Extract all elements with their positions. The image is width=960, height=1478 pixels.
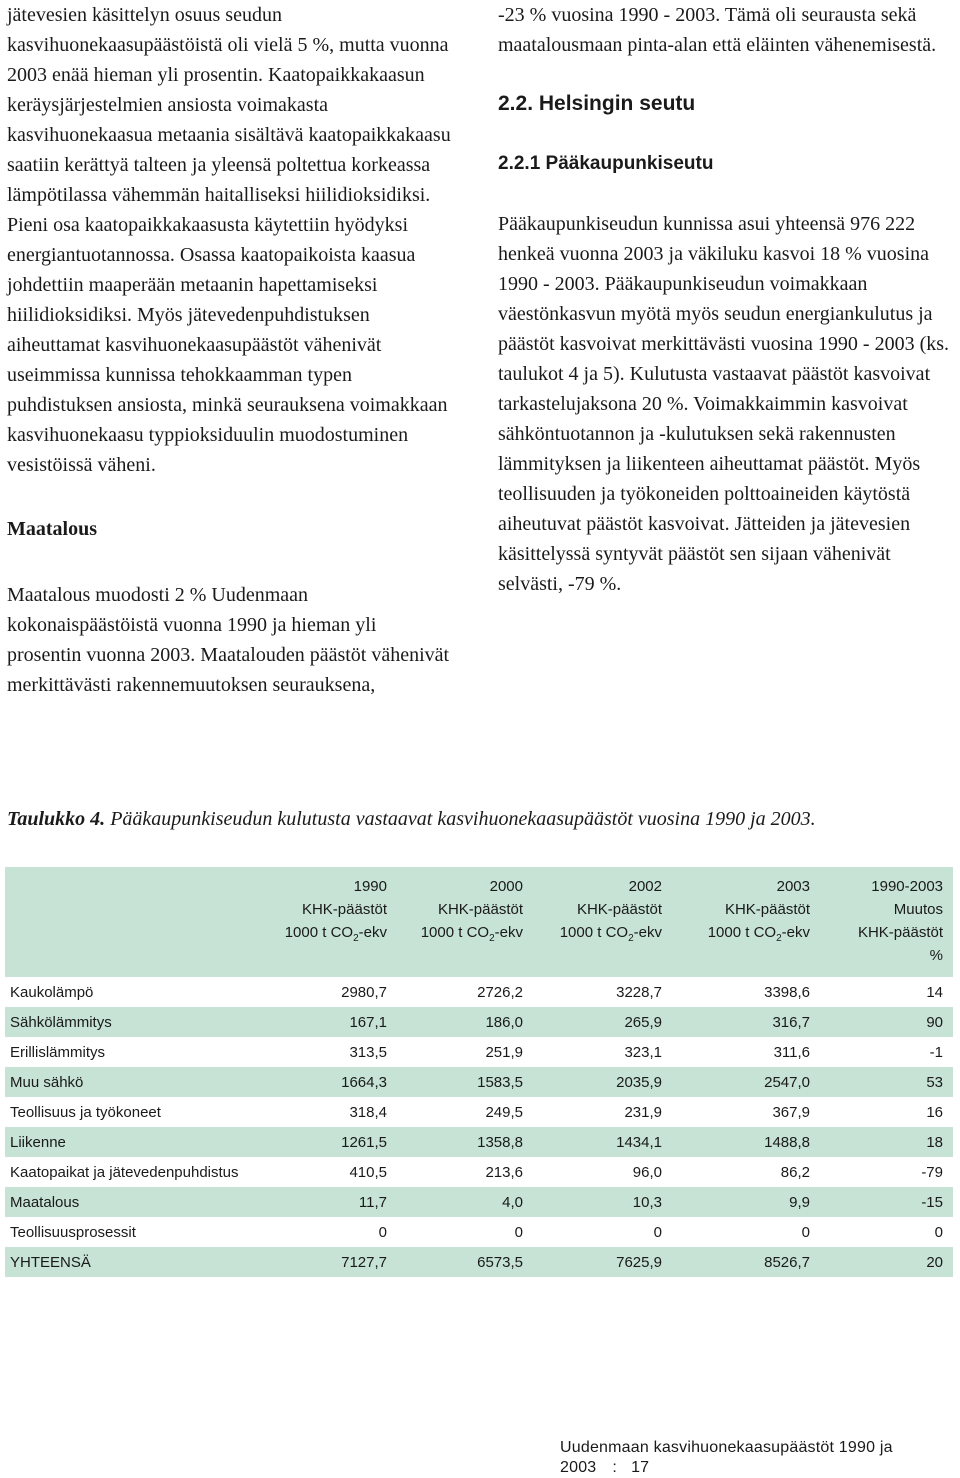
row-category: Muu sähkö — [5, 1067, 275, 1097]
row-category: Sähkölämmitys — [5, 1007, 275, 1037]
header-metric: KHK-päästöt — [576, 901, 662, 918]
row-category: Liikenne — [5, 1127, 275, 1157]
row-change-percent: 20 — [820, 1247, 953, 1277]
row-category: Kaatopaikat ja jätevedenpuhdistus — [5, 1157, 275, 1187]
header-col-change: 1990-2003 Muutos KHK-päästöt % — [820, 867, 953, 977]
header-unit: 1000 t $CO_2$-ekv — [284, 924, 387, 944]
row-change-percent: 53 — [820, 1067, 953, 1097]
table-row — [5, 1217, 953, 1247]
row-value-2002: 0 — [533, 1217, 672, 1247]
header-unit: 1000 t $CO_2$-ekv — [420, 924, 523, 944]
row-category: Teollisuusprosessit — [5, 1217, 275, 1247]
row-value-2000: 249,5 — [397, 1097, 533, 1127]
row-change-percent: 14 — [820, 977, 953, 1007]
header-metric: KHK-päästöt — [301, 901, 387, 918]
table-row — [5, 1247, 953, 1277]
table-row — [5, 1037, 953, 1067]
header-unit: 1000 t $CO_2$-ekv — [559, 924, 662, 944]
header-year: 2000 — [489, 878, 523, 895]
left-column — [7, 0, 455, 700]
right-column — [498, 0, 952, 599]
row-value-2002: 7625,9 — [533, 1247, 672, 1277]
row-value-2002: 323,1 — [533, 1037, 672, 1067]
row-change-percent: 0 — [820, 1217, 953, 1247]
row-value-2000: 186,0 — [397, 1007, 533, 1037]
header-metric: KHK-päästöt — [437, 901, 523, 918]
row-value-2003: 9,9 — [672, 1187, 820, 1217]
row-value-1990: 7127,7 — [275, 1247, 397, 1277]
row-value-1990: 318,4 — [275, 1097, 397, 1127]
header-year: 2003 — [776, 878, 810, 895]
row-value-2003: 8526,7 — [672, 1247, 820, 1277]
table-caption — [7, 805, 816, 833]
row-value-2002: 1434,1 — [533, 1127, 672, 1157]
row-value-2000: 4,0 — [397, 1187, 533, 1217]
row-category: Erillislämmitys — [5, 1037, 275, 1067]
row-category: Teollisuus ja työkoneet — [5, 1097, 275, 1127]
table-caption-text: Pääkaupunkiseudun kulutusta vastaavat kasvihuonekaasupäästöt vuosina 1990 ja 2003. — [110, 808, 816, 830]
header-empty-cell — [5, 867, 275, 977]
row-category: YHTEENSÄ — [5, 1247, 275, 1277]
table-row — [5, 1097, 953, 1127]
row-value-2002: 231,9 — [533, 1097, 672, 1127]
row-value-2003: 86,2 — [672, 1157, 820, 1187]
row-category: Maatalous — [5, 1187, 275, 1217]
row-value-2003: 316,7 — [672, 1007, 820, 1037]
row-change-percent: -79 — [820, 1157, 953, 1187]
row-value-2003: 311,6 — [672, 1037, 820, 1067]
row-change-percent: -1 — [820, 1037, 953, 1067]
left-paragraph-2: Maatalous muodosti 2 % Uudenmaan kokonaispäästöistä vuonna 1990 ja hieman yli prosentin vuonna 2003. Maatalouden päästöt vähenivät merkittävästi rakennemuutoksen seurauksena, — [7, 584, 450, 696]
row-value-2003: 2547,0 — [672, 1067, 820, 1097]
header-year: 2002 — [628, 878, 662, 895]
row-value-2002: 3228,7 — [533, 977, 672, 1007]
table-body — [5, 977, 953, 1277]
table-row — [5, 1187, 953, 1217]
left-paragraph-1: jätevesien käsittelyn osuus seudun kasvihuonekaasupäästöistä oli vielä 5 %, mutta vuonna 2003 enää hieman yli prosentin. Kaatopaikkakaasun keräysjärjestelmien ansiosta voimakasta kasvihuonekaasua metaania sisältävä kaatopaikkakaasu saatiin kerättyä talteen ja yleensä poltettua korkeassa lämpötilassa vähemmän haitalliseksi hiilidioksidiksi. Pieni osa kaatopaikkakaasusta käytettiin hyödyksi energiantuotannossa. Osassa kaatopaikoista kaasua johdettiin maaperään metaanin hapettamiseksi hiilidioksidiksi. Myös jätevedenpuhdistuksen aiheuttamat kasvihuonekaasupäästöt vähenivät useimmissa kunnissa tehokkaamman typen puhdistuksen ansiosta, minkä seurauksena voimakkaan kasvihuonekaasu typpioksiduulin muodostuminen vesistöissä väheni. — [7, 4, 451, 476]
row-value-2000: 0 — [397, 1217, 533, 1247]
footer-separator: : — [612, 1459, 618, 1476]
table-row — [5, 1007, 953, 1037]
row-value-1990: 167,1 — [275, 1007, 397, 1037]
row-value-1990: 313,5 — [275, 1037, 397, 1067]
row-change-percent: 16 — [820, 1097, 953, 1127]
row-value-2002: 2035,9 — [533, 1067, 672, 1097]
row-value-2000: 2726,2 — [397, 977, 533, 1007]
row-value-2003: 3398,6 — [672, 977, 820, 1007]
row-value-2000: 213,6 — [397, 1157, 533, 1187]
row-change-percent: 18 — [820, 1127, 953, 1157]
table-header-row — [5, 867, 953, 977]
table-row — [5, 1157, 953, 1187]
row-value-1990: 0 — [275, 1217, 397, 1247]
row-value-2003: 1488,8 — [672, 1127, 820, 1157]
row-value-1990: 1261,5 — [275, 1127, 397, 1157]
header-unit: 1000 t $CO_2$-ekv — [707, 924, 810, 944]
emissions-table — [5, 867, 953, 1277]
table-row — [5, 1067, 953, 1097]
row-value-1990: 410,5 — [275, 1157, 397, 1187]
row-change-percent: 90 — [820, 1007, 953, 1037]
row-value-2000: 1583,5 — [397, 1067, 533, 1097]
footer-publication-title: Uudenmaan kasvihuonekaasupäästöt 1990 ja 2003 — [560, 1439, 893, 1476]
right-paragraph-2: Pääkaupunkiseudun kunnissa asui yhteensä 976 222 henkeä vuonna 2003 ja väkiluku kasvoi 18 % vuosina 1990 - 2003. Pääkaupunkiseudun voimakkaan väestönkasvun myötä myös seudun energiankulutus ja päästöt kasvoivat merkittävästi vuosina 1990 - 2003 (ks. taulukot 4 ja 5). Kulutusta vastaavat päästöt kasvoivat tarkastelujaksona 20 %. Voimakkaimmin kasvoivat sähköntuotannon ja -kulutuksen sekä rakennusten lämmityksen ja liikenteen aiheuttamat päästöt. Myös teollisuuden ja työkoneiden polttoaineiden käytöstä aiheutuvat päästöt kasvoivat. Jätteiden ja jätevesien käsittelyssä syntyvät päästöt sen sijaan vähenivät selvästi, -79 %. — [498, 213, 950, 595]
page-number: 17 — [631, 1459, 650, 1476]
table-row — [5, 977, 953, 1007]
header-year: 1990 — [353, 878, 387, 895]
table-row — [5, 1127, 953, 1157]
row-value-2003: 0 — [672, 1217, 820, 1247]
header-metric: KHK-päästöt — [724, 901, 810, 918]
page-footer — [560, 1438, 960, 1478]
header-col-2003 — [672, 867, 820, 977]
row-value-2000: 1358,8 — [397, 1127, 533, 1157]
row-change-percent: -15 — [820, 1187, 953, 1217]
row-value-2003: 367,9 — [672, 1097, 820, 1127]
row-value-2002: 265,9 — [533, 1007, 672, 1037]
row-value-2002: 96,0 — [533, 1157, 672, 1187]
row-category: Kaukolämpö — [5, 977, 275, 1007]
row-value-2000: 6573,5 — [397, 1247, 533, 1277]
header-col-2002 — [533, 867, 672, 977]
row-value-1990: 1664,3 — [275, 1067, 397, 1097]
table-caption-label: Taulukko 4. — [7, 808, 106, 830]
subsection-heading-paakaupunkiseutu: 2.2.1 Pääkaupunkiseutu — [498, 153, 714, 174]
header-col-2000 — [397, 867, 533, 977]
section-heading-maatalous: Maatalous — [7, 518, 97, 540]
row-value-1990: 11,7 — [275, 1187, 397, 1217]
row-value-2002: 10,3 — [533, 1187, 672, 1217]
right-paragraph-1: -23 % vuosina 1990 - 2003. Tämä oli seurausta sekä maatalousmaan pinta-alan että eläinten vähenemisestä. — [498, 4, 937, 56]
row-value-2000: 251,9 — [397, 1037, 533, 1067]
section-heading-helsingin-seutu: 2.2. Helsingin seutu — [498, 92, 696, 115]
header-col-1990 — [275, 867, 397, 977]
row-value-1990: 2980,7 — [275, 977, 397, 1007]
